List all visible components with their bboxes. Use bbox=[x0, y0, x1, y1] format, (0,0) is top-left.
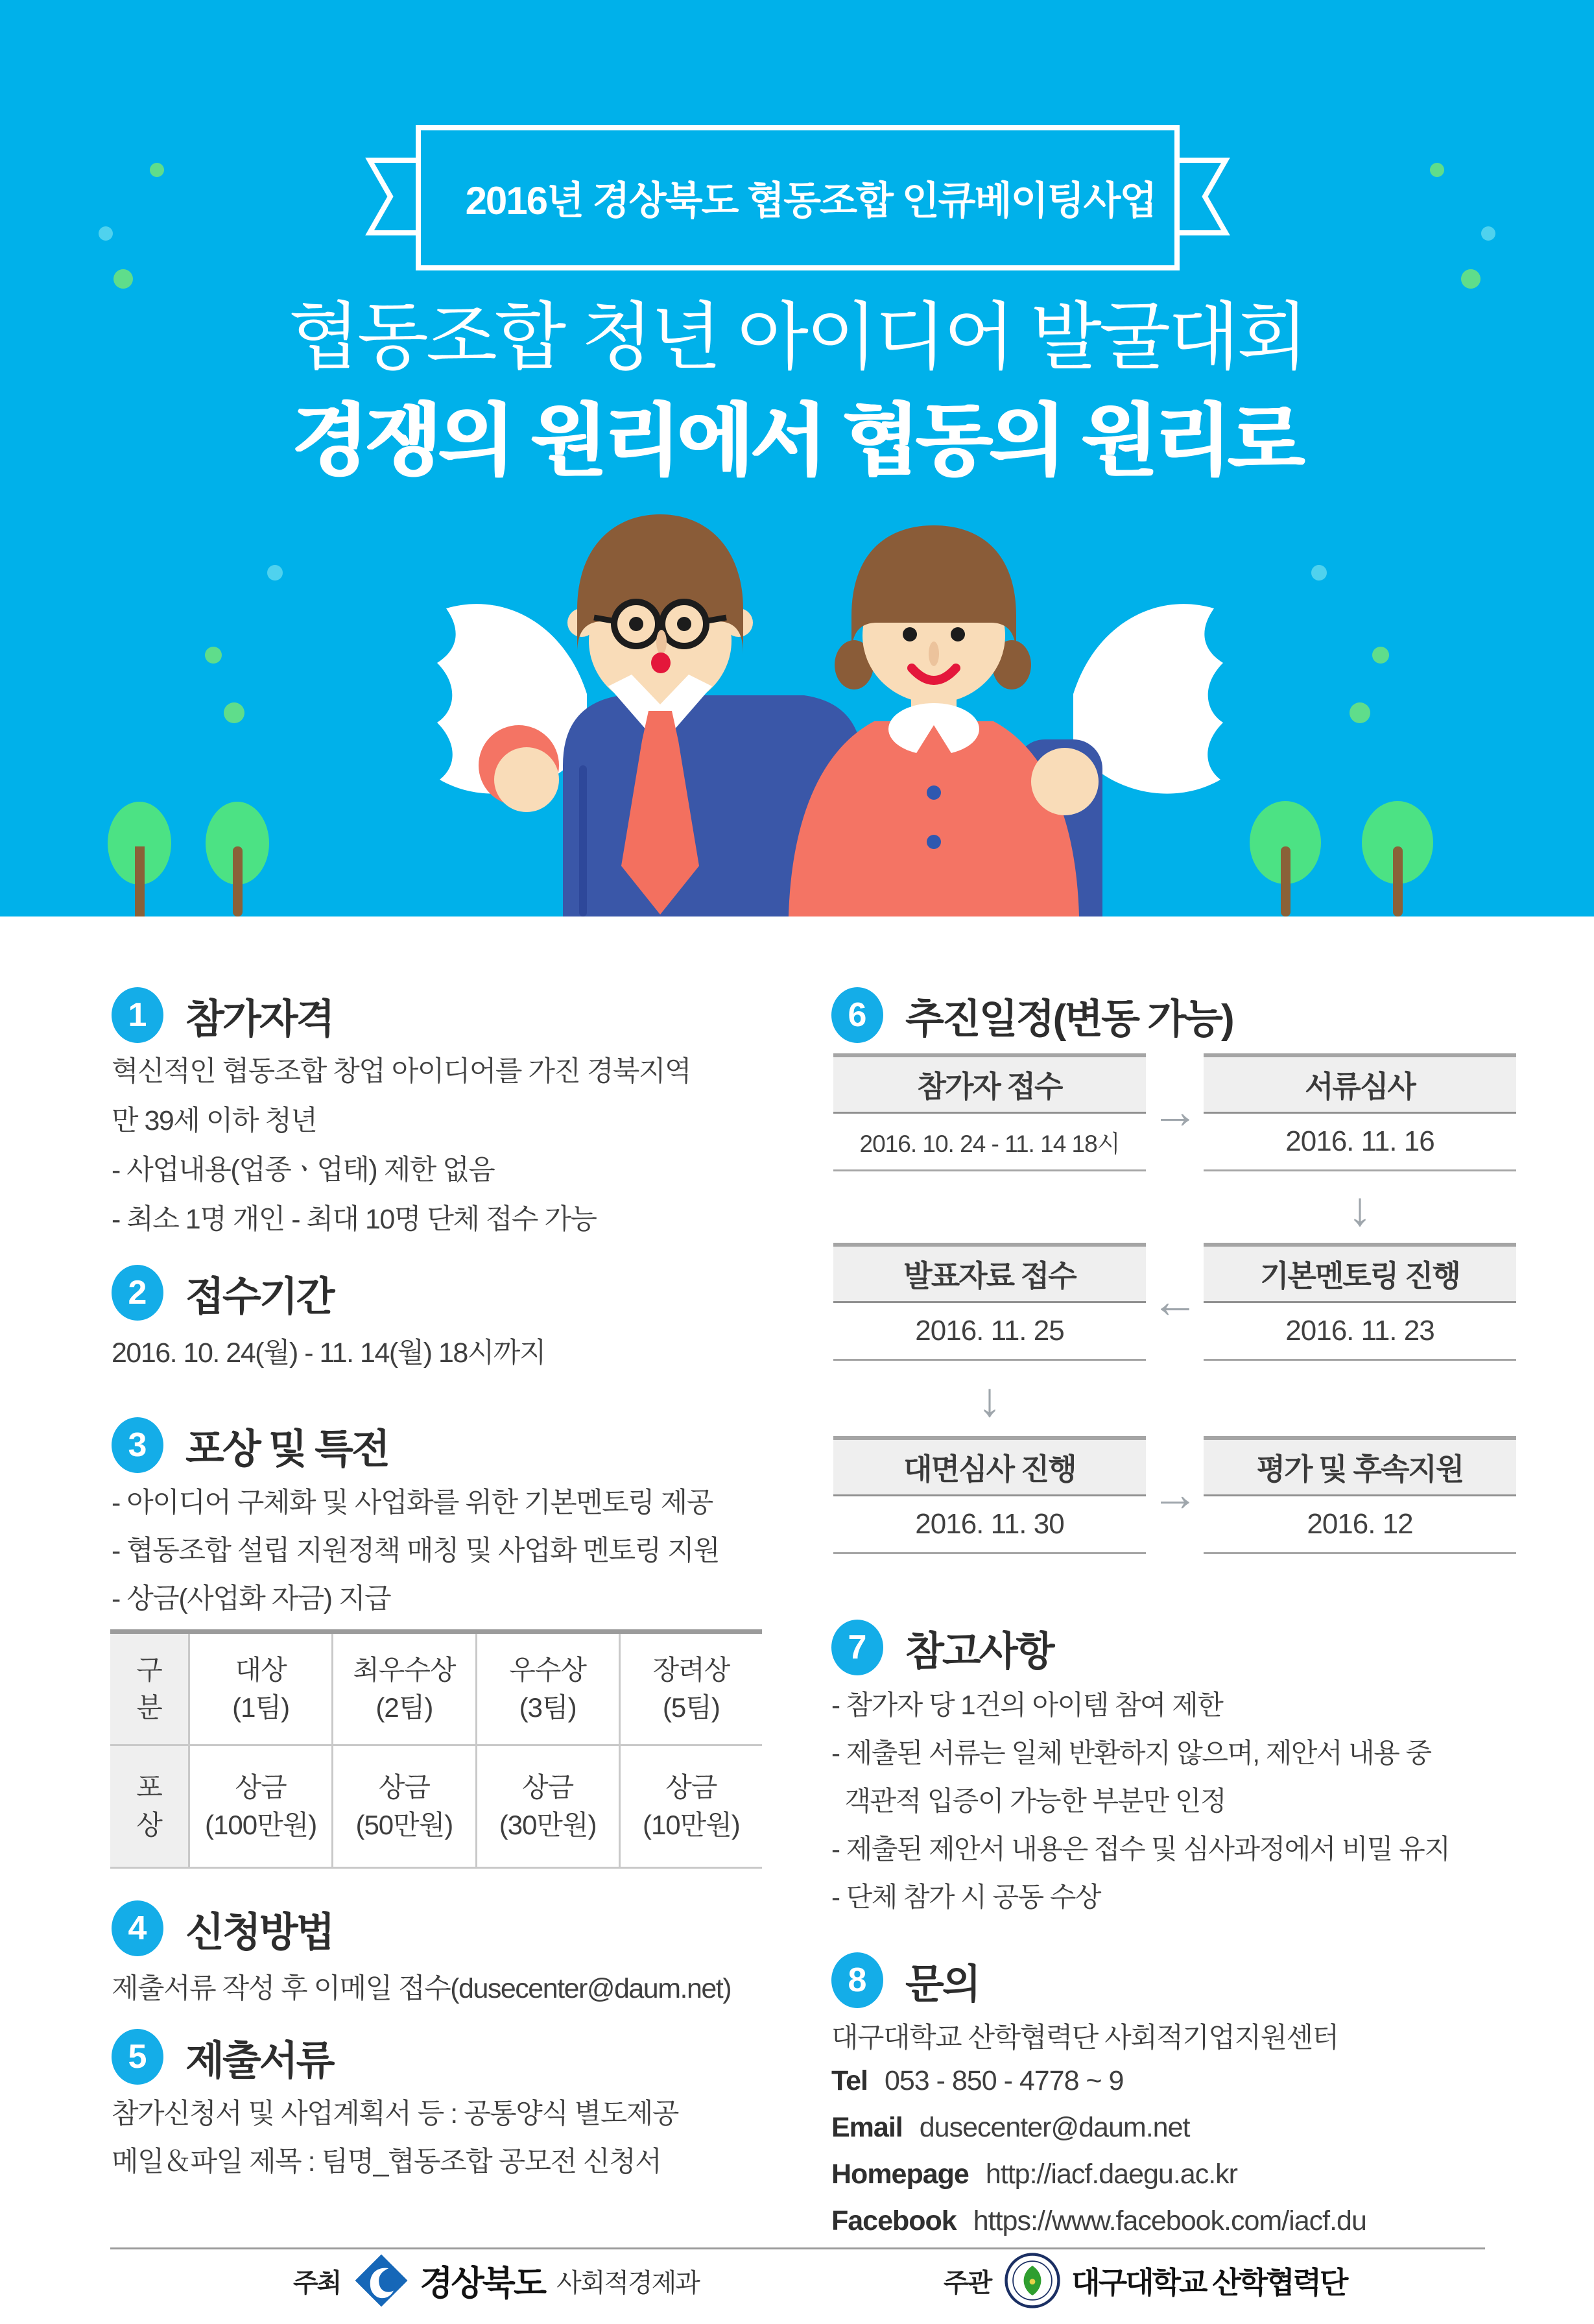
contact-facebook bbox=[831, 2205, 1366, 2237]
section1-badge: 1 bbox=[112, 987, 163, 1043]
section1-body bbox=[112, 1047, 691, 1244]
section4-badge: 4 bbox=[112, 1900, 163, 1956]
section4-heading: 신청방법 bbox=[185, 1910, 333, 1955]
contact-label: Homepage bbox=[831, 2159, 969, 2190]
contact-email bbox=[831, 2112, 1189, 2144]
text-line: - 협동조합 설립 지원정책 매칭 및 사업화 멘토링 지원 bbox=[112, 1535, 720, 1566]
boy-mouth bbox=[651, 653, 671, 673]
gyeongbuk-logo bbox=[353, 2253, 409, 2308]
poster-title-line1: 협동조합 청년 아이디어 발굴대회 bbox=[288, 296, 1306, 379]
table-cell: 상금 (100만원) bbox=[188, 1746, 331, 1867]
text-line: 객관적 입증이 가능한 부분만 인정 bbox=[831, 1786, 1226, 1816]
text-line: 메일＆파일 제목 : 팀명_협동조합 공모전 신청서 bbox=[112, 2146, 661, 2177]
contact-homepage bbox=[831, 2159, 1237, 2190]
contact-value: 053 - 850 - 4778 ~ 9 bbox=[884, 2065, 1124, 2096]
text-line: - 제출된 서류는 일체 반환하지 않으며, 제안서 내용 중 bbox=[831, 1738, 1431, 1768]
table-cell: 대상 (1팀) bbox=[188, 1634, 331, 1744]
text-line: 대구대학교 산학협력단 사회적기업지원센터 bbox=[831, 2022, 1338, 2054]
boy-fist bbox=[494, 747, 559, 812]
section2-body bbox=[112, 1328, 545, 1378]
section3-body bbox=[112, 1479, 719, 1623]
host-label: 주최 bbox=[293, 2268, 341, 2297]
section3-heading: 포상 및 특전 bbox=[185, 1426, 388, 1472]
arrow-right-icon: → bbox=[1151, 1467, 1199, 1521]
section6-badge: 6 bbox=[831, 987, 883, 1043]
section1-heading: 참가자격 bbox=[185, 996, 333, 1042]
section7-body bbox=[831, 1681, 1449, 1921]
text-line: - 최소 1명 개인 - 최대 10명 단체 접수 가능 bbox=[112, 1204, 597, 1235]
schedule-step-6: 평가 및 후속지원 2016. 12 bbox=[1204, 1436, 1516, 1554]
arrow-down-icon: ↓ bbox=[977, 1372, 1002, 1426]
section7-badge: 7 bbox=[831, 1620, 883, 1675]
section8-heading: 문의 bbox=[905, 1961, 979, 2007]
table-cell: 장려상 (5팀) bbox=[619, 1634, 762, 1744]
text-line: 혁신적인 협동조합 창업 아이디어를 가진 경북지역 bbox=[112, 1056, 691, 1087]
schedule-step-4: 발표자료 접수 2016. 11. 25 bbox=[833, 1243, 1146, 1361]
table-row-header: 구 분 bbox=[110, 1634, 188, 1744]
table-cell: 상금 (30만원) bbox=[475, 1746, 619, 1867]
section2-heading: 접수기간 bbox=[185, 1274, 333, 1319]
contact-value: https://www.facebook.com/iacf.du bbox=[973, 2205, 1366, 2236]
text-line: 2016. 10. 24(월) - 11. 14(월) 18시까지 bbox=[112, 1337, 545, 1369]
footer-host bbox=[293, 2249, 699, 2312]
footer-organizer bbox=[944, 2249, 1346, 2312]
schedule-step-1: 참가자 접수 2016. 10. 24 - 11. 14 18시 bbox=[833, 1053, 1146, 1171]
table-cell: 상금 (50만원) bbox=[331, 1746, 475, 1867]
table-row bbox=[110, 1746, 762, 1869]
contact-value: http://iacf.daegu.ac.kr bbox=[985, 2159, 1237, 2190]
text-line: - 상금(사업화 자금) 지급 bbox=[112, 1583, 391, 1614]
text-line: 만 39세 이하 청년 bbox=[112, 1105, 317, 1136]
contact-label: Facebook bbox=[831, 2205, 957, 2236]
tree-icon bbox=[1362, 801, 1433, 916]
daegu-university-seal bbox=[1004, 2252, 1061, 2309]
text-line: - 단체 참가 시 공동 수상 bbox=[831, 1882, 1100, 1912]
contact-tel bbox=[831, 2065, 1123, 2097]
section8-badge: 8 bbox=[831, 1952, 883, 2008]
schedule-step-5: 대면심사 진행 2016. 11. 30 bbox=[833, 1436, 1146, 1554]
section5-heading: 제출서류 bbox=[185, 2038, 333, 2083]
boy-nose bbox=[656, 630, 667, 654]
section5-body bbox=[112, 2090, 678, 2186]
table-row bbox=[110, 1634, 762, 1746]
text-line: 제출서류 작성 후 이메일 접수(dusecenter@daum.net) bbox=[112, 1973, 732, 2004]
section6-heading: 추진일정(변동 가능) bbox=[905, 996, 1233, 1042]
organizer-label: 주관 bbox=[944, 2268, 992, 2297]
section3-badge: 3 bbox=[112, 1417, 163, 1473]
ribbon-title: 2016년 경상북도 협동조합 인큐베이팅사업 bbox=[465, 178, 1156, 222]
section4-body bbox=[112, 1964, 731, 2013]
text-line: - 아이디어 구체화 및 사업화를 위한 기본멘토링 제공 bbox=[112, 1487, 713, 1518]
host-dept: 사회적경제과 bbox=[556, 2268, 699, 2297]
tree-icon bbox=[206, 802, 269, 916]
arrow-left-icon: ← bbox=[1151, 1273, 1199, 1328]
poster-title-line2: 경쟁의 원리에서 협동의 원리로 bbox=[292, 396, 1302, 485]
arrow-right-icon: → bbox=[1151, 1084, 1199, 1138]
contact-label: Email bbox=[831, 2112, 903, 2143]
schedule-step-2: 서류심사 2016. 11. 16 bbox=[1204, 1053, 1516, 1171]
contact-org bbox=[831, 2013, 1338, 2063]
section5-badge: 5 bbox=[112, 2029, 163, 2085]
contact-label: Tel bbox=[831, 2065, 868, 2096]
text-line: - 제출된 제안서 내용은 접수 및 심사과정에서 비밀 유지 bbox=[831, 1834, 1450, 1864]
host-name: 경상북도 bbox=[420, 2264, 545, 2303]
arrow-down-icon: ↓ bbox=[1348, 1181, 1372, 1236]
table-cell: 최우수상 (2팀) bbox=[331, 1634, 475, 1744]
prize-table bbox=[110, 1629, 762, 1869]
table-row-header: 포 상 bbox=[110, 1746, 188, 1867]
tree-icon bbox=[1250, 801, 1321, 916]
table-cell: 상금 (10만원) bbox=[619, 1746, 762, 1867]
tree-icon bbox=[108, 802, 171, 916]
girl-fist bbox=[1031, 748, 1099, 815]
text-line: - 참가자 당 1건의 아이템 참여 제한 bbox=[831, 1690, 1223, 1720]
section7-heading: 참고사항 bbox=[905, 1629, 1053, 1674]
text-line: - 사업내용(업종ㆍ업태) 제한 없음 bbox=[112, 1155, 495, 1186]
contact-value: dusecenter@daum.net bbox=[919, 2112, 1190, 2143]
text-line: 참가신청서 및 사업계획서 등 : 공통양식 별도제공 bbox=[112, 2098, 678, 2129]
section2-badge: 2 bbox=[112, 1265, 163, 1321]
organizer-name: 대구대학교 산학협력단 bbox=[1071, 2266, 1347, 2299]
schedule-step-3: 기본멘토링 진행 2016. 11. 23 bbox=[1204, 1243, 1516, 1361]
table-cell: 우수상 (3팀) bbox=[475, 1634, 619, 1744]
